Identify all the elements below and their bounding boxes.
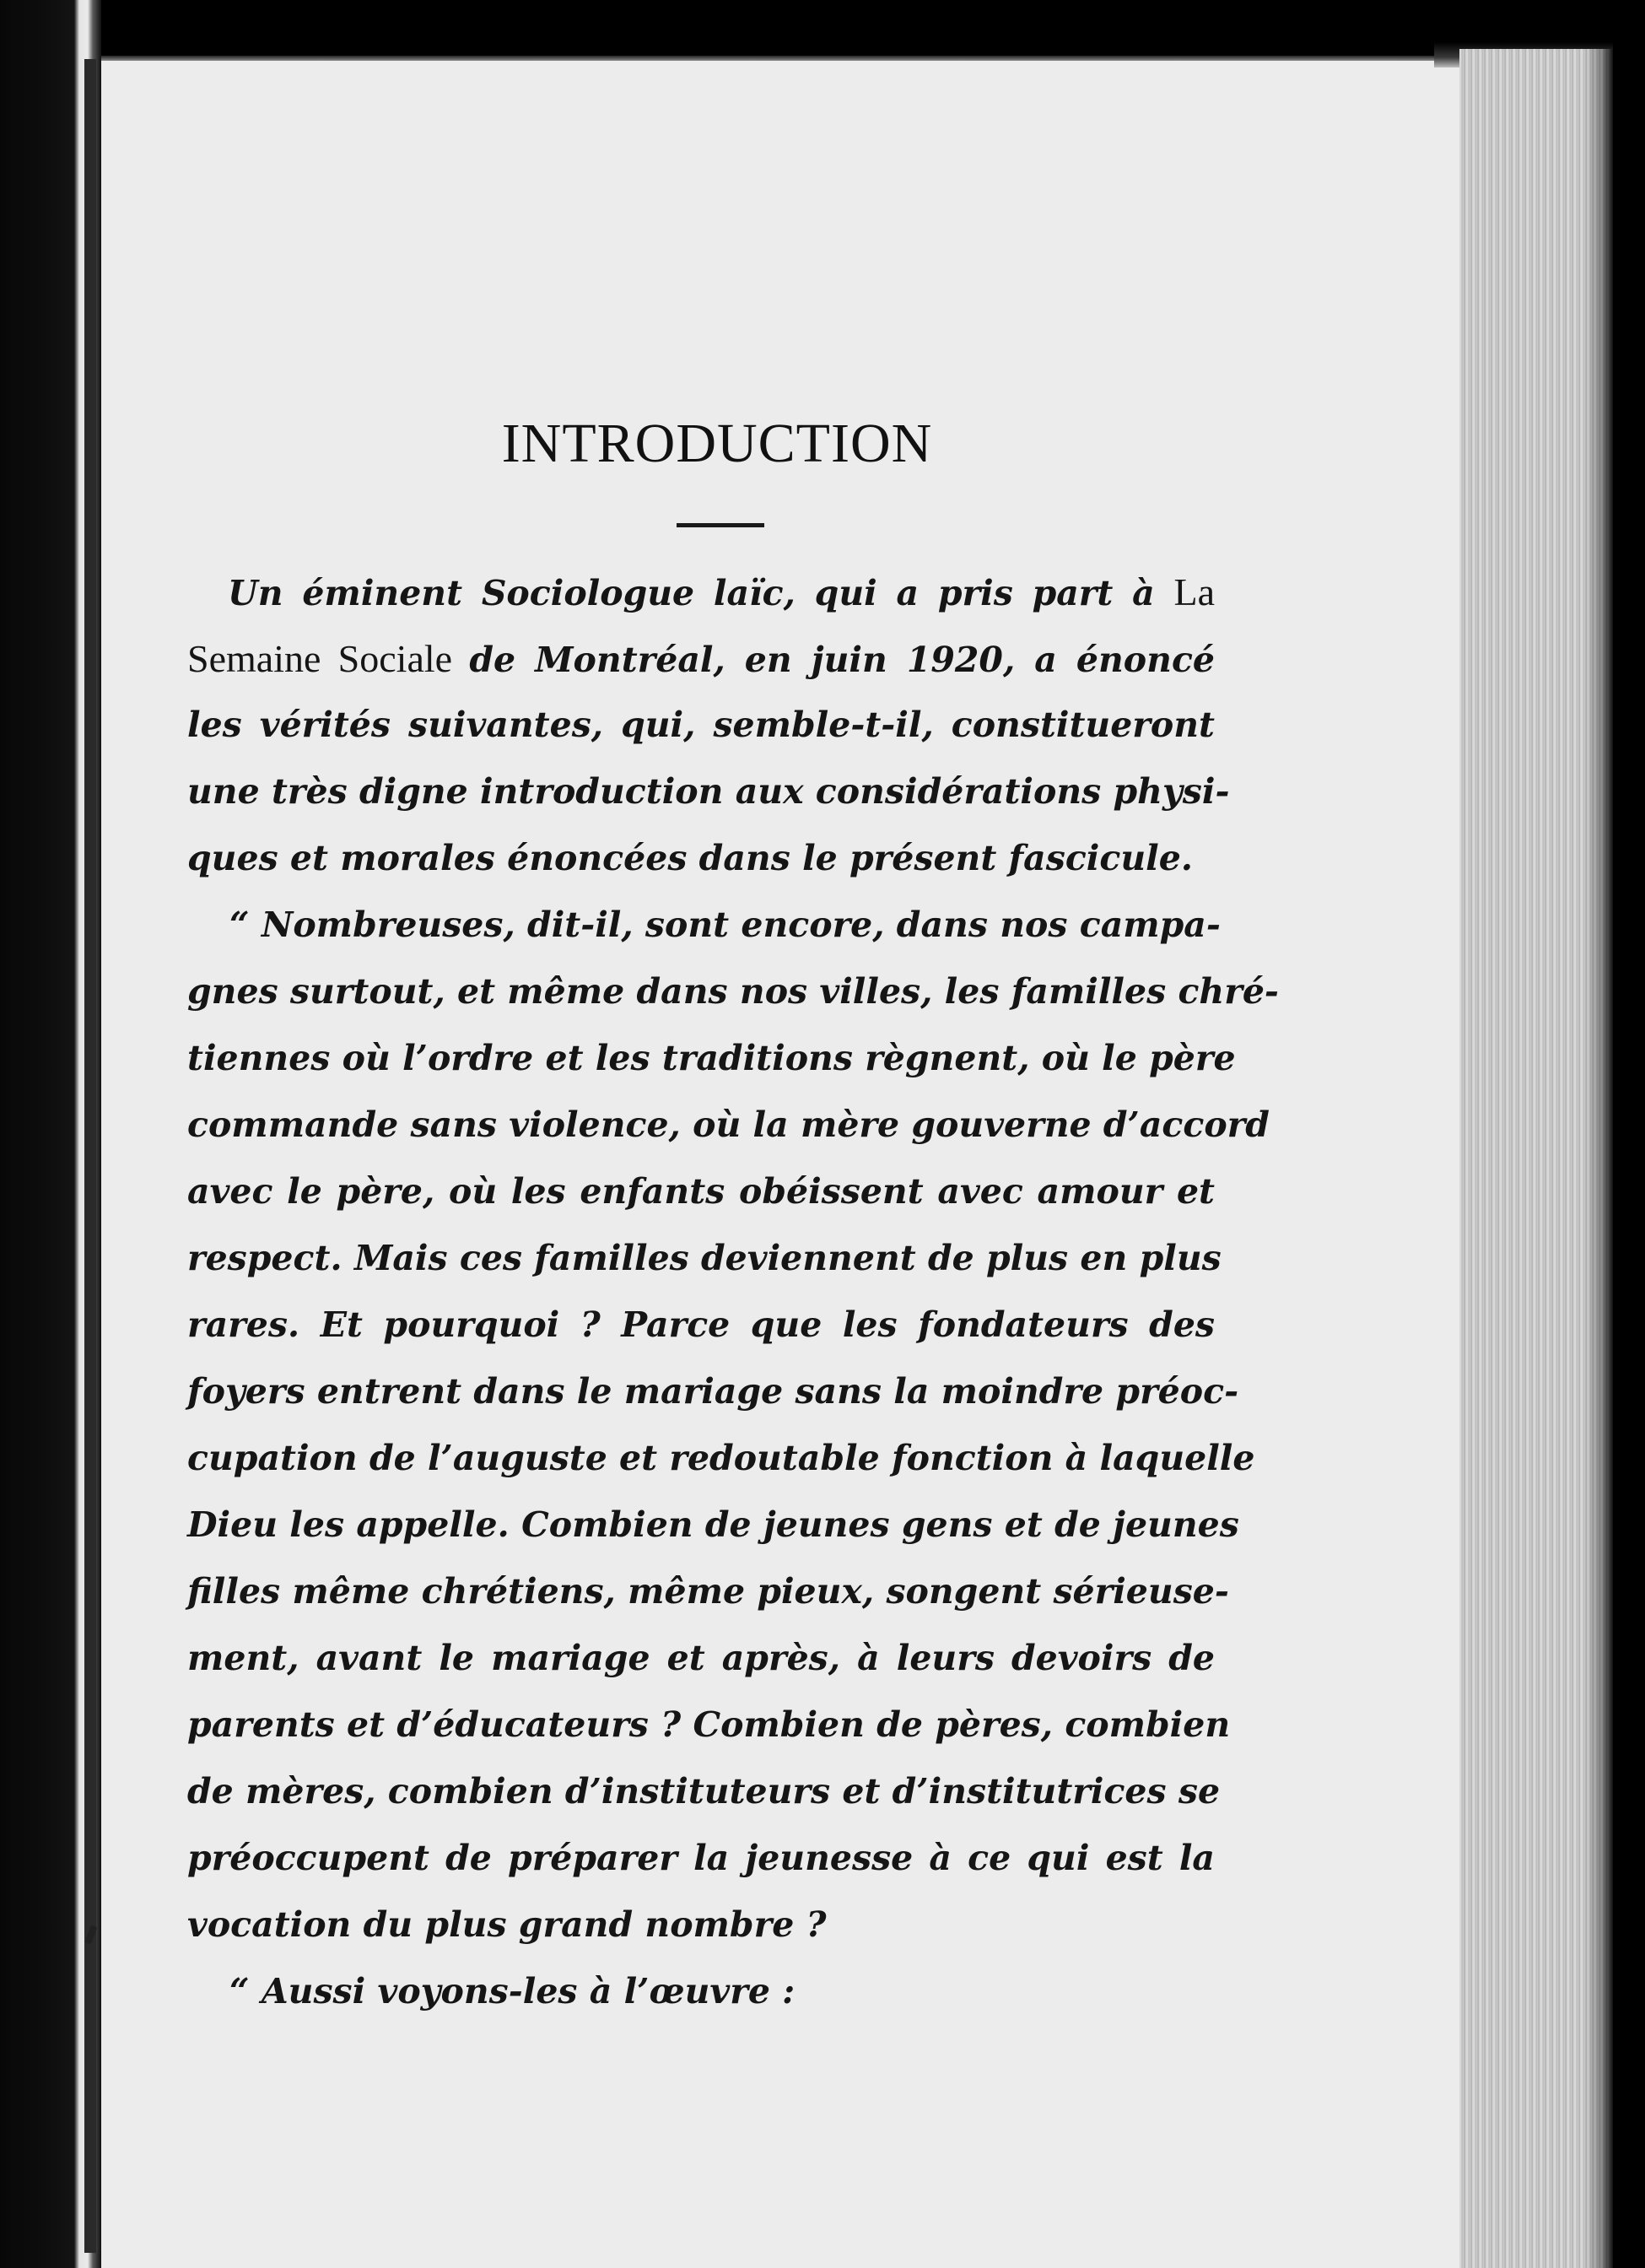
text-line: commande sans violence, où la mère gouverne d’accord — [187, 1104, 1270, 1145]
text-line: respect. Mais ces familles deviennent de plus en plus — [187, 1238, 1222, 1278]
book-gutter — [84, 59, 96, 2253]
text-line: foyers entrent dans le mariage sans la moindre préoc- — [187, 1371, 1239, 1412]
text-line: rares. Et pourquoi ? Parce que les fondateurs des — [187, 1304, 1215, 1345]
text-line: avec le père, où les enfants obéissent avec amour et — [187, 1171, 1215, 1212]
text-line: Dieu les appelle. Combien de jeunes gens et de jeunes — [187, 1504, 1239, 1545]
text-line — [187, 559, 1215, 625]
text-run-upright: Semaine Sociale — [187, 637, 470, 680]
text-line: vocation du plus grand nombre ? — [187, 1904, 827, 1945]
title-rule — [677, 523, 764, 527]
text-line: ques et morales énoncées dans le présent fascicule. — [187, 838, 1194, 878]
text-line: gnes surtout, et même dans nos villes, les familles chré- — [187, 971, 1279, 1012]
text-line: de mères, combien d’instituteurs et d’institutrices se — [187, 1771, 1221, 1812]
text-line: une très digne introduction aux considérations physi- — [187, 771, 1230, 812]
page-title: INTRODUCTION — [501, 413, 933, 474]
text-line — [187, 625, 1215, 692]
text-run: de Montréal, en juin 1920, a énoncé — [469, 640, 1215, 680]
text-line: cupation de l’auguste et redoutable fonction à laquelle — [187, 1438, 1255, 1478]
text-line: filles même chrétiens, même pieux, songent sérieuse- — [187, 1571, 1229, 1612]
text-line: “ Aussi voyons-les à l’œuvre : — [229, 1971, 796, 2012]
text-run: Un éminent Sociologue laïc, qui a pris part à — [228, 573, 1174, 613]
text-line: parents et d’éducateurs ? Combien de pères, combien — [187, 1704, 1231, 1745]
text-run-upright: La — [1173, 570, 1215, 613]
page-stack-edge — [1459, 49, 1613, 2268]
text-line: préoccupent de préparer la jeunesse à ce qui est la — [187, 1838, 1215, 1878]
text-line: tiennes où l’ordre et les traditions règnent, où le père — [187, 1038, 1236, 1078]
text-line: ment, avant le mariage et après, à leurs devoirs de — [187, 1638, 1215, 1678]
text-line: les vérités suivantes, qui, semble-t-il, constitueront — [187, 705, 1215, 745]
text-line: “ Nombreuses, dit-il, sont encore, dans nos campa- — [229, 904, 1221, 945]
body-text — [187, 559, 1279, 2025]
